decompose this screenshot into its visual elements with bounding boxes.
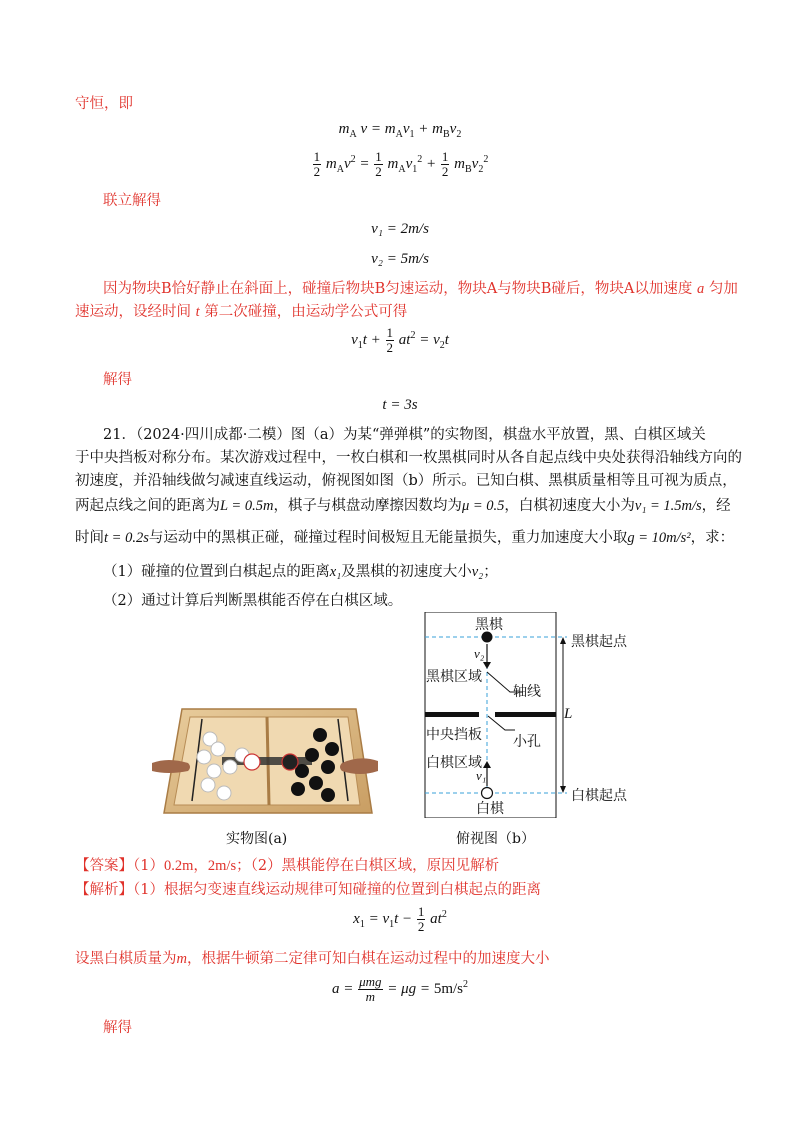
q21-line-1: 21．（2024·四川成都·二模）图（a）为某“弹弹棋”的实物图，棋盘水平放置，黑、白棋区域关 — [103, 427, 706, 443]
q21-line-4: 两起点线之间的距离为L = 0.5m，棋子与棋盘动摩擦因数均为μ = 0.5，白棋初速度大小为v₁ = 1.5m/s，经 — [75, 498, 731, 514]
t-result: t = 3s — [382, 397, 418, 413]
center-board-left — [425, 712, 479, 717]
final-solve-label: 解得 — [103, 1020, 132, 1036]
v1-arrow-icon — [483, 761, 491, 768]
analysis-line: 【解析】（1）根据匀变速直线运动规律可知碰撞的位置到白棋起点的距离 — [75, 882, 541, 898]
solve-label: 联立解得 — [103, 193, 161, 209]
q21-line-5: 时间t = 0.2s与运动中的黑棋正碰，碰撞过程时间极短且无能量损失，重力加速度大小取g = 10m/s²，求： — [75, 530, 735, 546]
q21-sub-question-2: （2）通过计算后判断黑棋能否停在白棋区域。 — [103, 593, 403, 609]
label-hole: 小孔 — [513, 734, 541, 750]
figure-b-caption: 俯视图（b） — [456, 831, 535, 847]
answer-tag: 【答案】 — [75, 858, 133, 874]
hole-leader — [488, 716, 515, 730]
analysis-tag: 【解析】 — [75, 882, 133, 898]
L-arrow-bottom-icon — [560, 786, 566, 793]
label-axis: 轴线 — [513, 684, 541, 700]
mass-line: 设黑白棋质量为m，根据牛顿第二定律可知白棋在运动过程中的加速度大小 — [75, 951, 550, 967]
label-black-zone: 黑棋区域 — [426, 666, 482, 686]
paragraph-1-line-2: 速运动，设经时间 t 第二次碰撞，由运动学公式可得 — [75, 304, 408, 320]
label-white-start: 白棋起点 — [571, 788, 627, 804]
center-board-right — [495, 712, 556, 717]
momentum-equation-text: m — [338, 121, 350, 137]
displacement-equation: $x_1 = v_1t$ − $\frac{1}{2}$ $at^2$ — [353, 904, 447, 934]
label-L: L — [564, 706, 573, 722]
q21-line-2: 于中央挡板对称分布。某次游戏过程中，一枚白棋和一枚黑棋同时从各自起点线中央处获得沿轴线方向的 — [75, 450, 742, 466]
v2-arrow-icon — [483, 662, 491, 669]
label-v2: v₂ — [474, 646, 485, 661]
figure-a-caption: 实物图(a) — [226, 831, 288, 847]
label-v1: v₁ — [476, 768, 487, 783]
continuation-text: 守恒，即 — [75, 96, 133, 112]
label-black-start: 黑棋起点 — [571, 634, 627, 650]
solve-label-2: 解得 — [103, 372, 132, 388]
label-white-piece: 白棋 — [476, 801, 504, 817]
board-photo — [152, 705, 378, 825]
label-black-piece: 黑棋 — [475, 617, 503, 633]
q21-sub-question-1: （1）碰撞的位置到白棋起点的距离x₁及黑棋的初速度大小v₂； — [103, 564, 498, 580]
white-piece-icon — [482, 788, 493, 799]
energy-equation: $\frac{1}{2}$ $m_Av^2$ = $\frac{1}{2}$ $m_Av_1^2$ + $\frac{1}{2}$ $m_Bv_2^2$ — [313, 149, 489, 179]
kinematics-equation: $v_1t$ + $\frac{1}{2}$ $at^2 = v_2t$ — [351, 325, 449, 355]
v2-result: v₂ = 5m/s — [371, 251, 429, 267]
q21-line-3: 初速度，并沿轴线做匀减速直线运动，俯视图如图（b）所示。已知白棋、黑棋质量相等且可视为质点， — [75, 473, 737, 489]
paragraph-1-line-1: 因为物块B恰好静止在斜面上，碰撞后物块B匀速运动，物块A与物块B碰后，物块A以加速度 a 匀加 — [103, 281, 738, 297]
v1-result: v₁ = 2m/s — [371, 221, 429, 237]
acceleration-equation: a = $\frac{\text{μmg}}{m}$ = $\mu g = 5m/s^2$ — [331, 974, 468, 1004]
label-center-board: 中央挡板 — [426, 724, 482, 744]
L-arrow-top-icon — [560, 637, 566, 644]
answer-line: 【答案】（1）0.2m，2m/s；（2）黑棋能停在白棋区域，原因见解析 — [75, 858, 500, 874]
label-white-zone: 白棋区域 — [426, 752, 482, 772]
momentum-equation: $m_A$ $v = m_Av_1 + m_Bv_2$ — [338, 121, 462, 140]
